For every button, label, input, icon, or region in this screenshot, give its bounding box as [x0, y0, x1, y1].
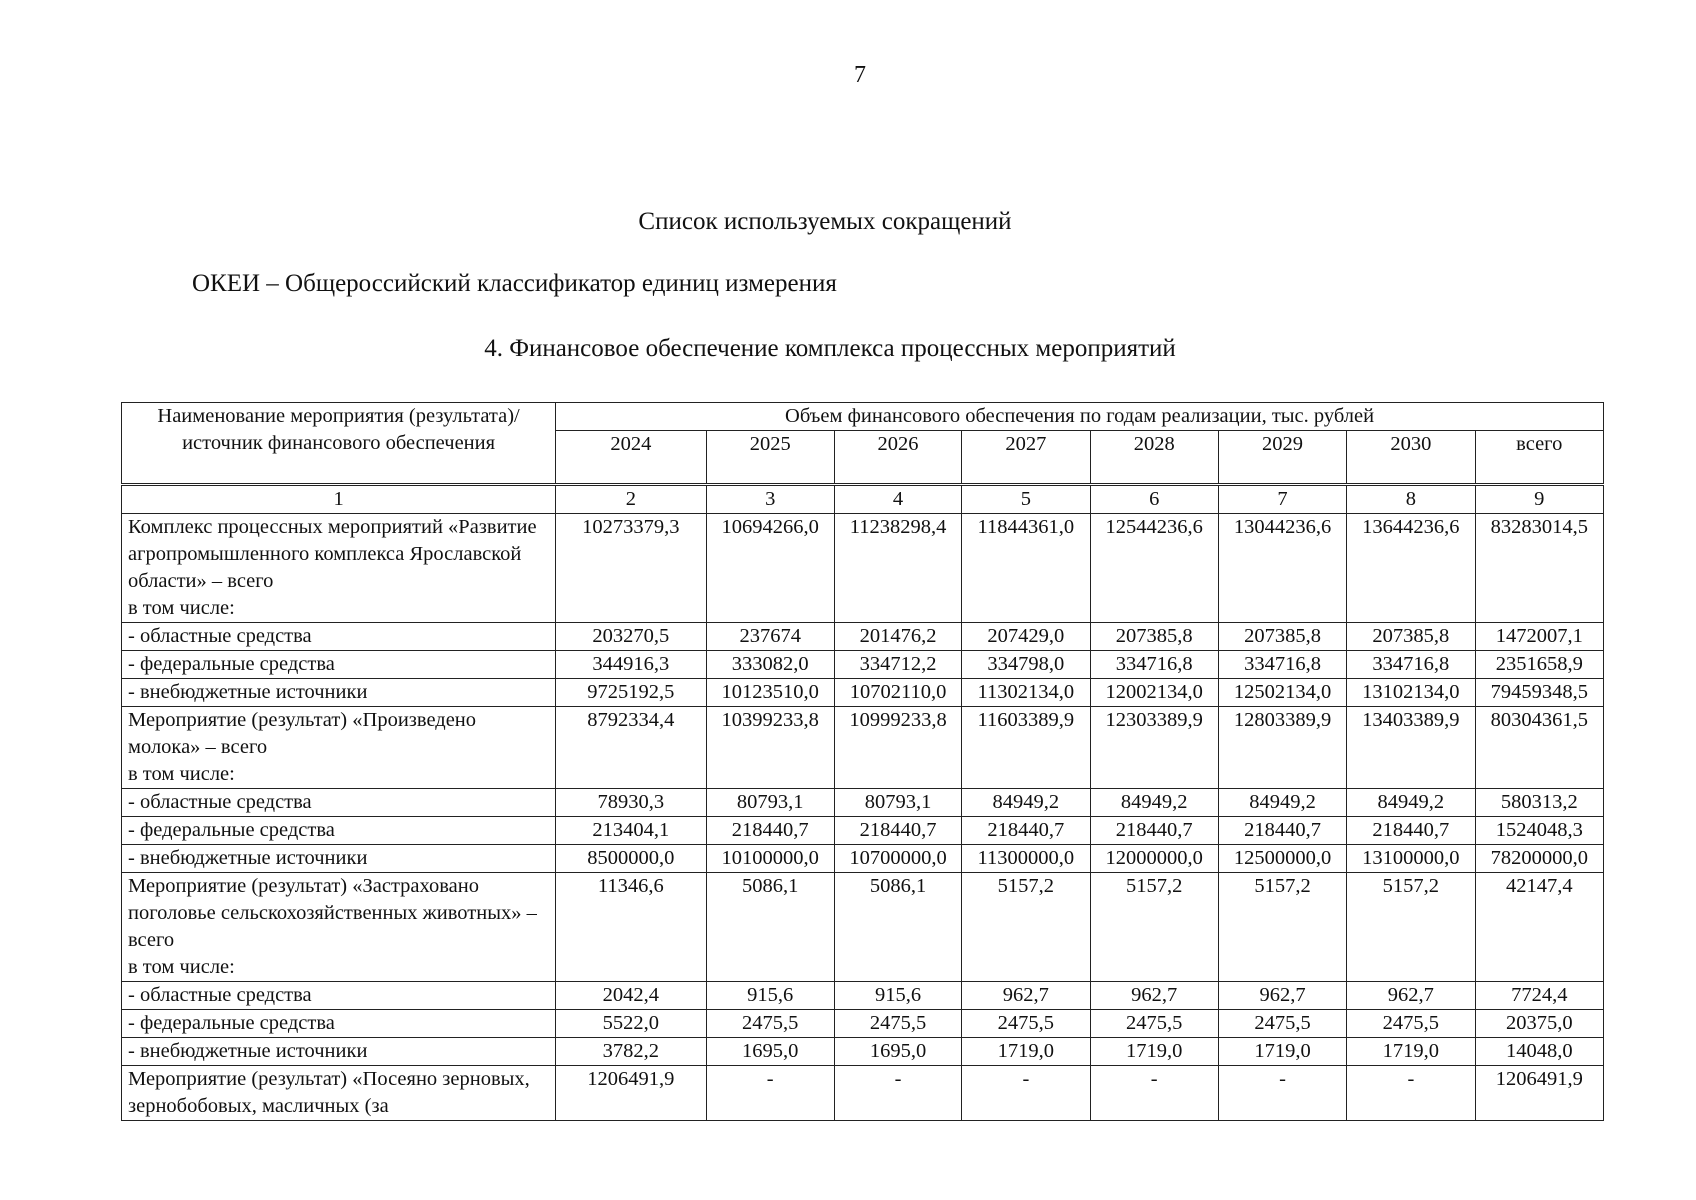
value-cell: 344916,3	[556, 651, 706, 679]
value-cell: 1719,0	[1347, 1038, 1475, 1066]
value-cell: -	[1090, 1066, 1218, 1121]
value-cell: 84949,2	[1218, 789, 1346, 817]
row-name-text: - федеральные средства	[128, 1012, 335, 1034]
column-number: 5	[962, 485, 1090, 514]
value-cell: 962,7	[1218, 982, 1346, 1010]
financing-table	[121, 402, 1604, 1121]
row-name-text: - внебюджетные источники	[128, 1040, 368, 1062]
value-cell: 201476,2	[834, 623, 961, 651]
value-cell: -	[1218, 1066, 1346, 1121]
name-column-header: Наименование мероприятия (результата)/ источник финансового обеспечения	[122, 403, 556, 485]
value-cell: 11300000,0	[962, 845, 1090, 873]
value-cell: 915,6	[706, 982, 834, 1010]
value-cell: 84949,2	[962, 789, 1090, 817]
abbreviation-okei: ОКЕИ – Общероссийский классификатор единиц измерения	[192, 270, 837, 297]
column-number: 3	[706, 485, 834, 514]
value-cell: 218440,7	[834, 817, 961, 845]
value-cell: 213404,1	[556, 817, 706, 845]
value-cell: 1206491,9	[1475, 1066, 1603, 1121]
volume-header: Объем финансового обеспечения по годам реализации, тыс. рублей	[556, 403, 1604, 431]
row-name	[122, 845, 556, 873]
row-name	[122, 514, 556, 623]
value-cell: -	[834, 1066, 961, 1121]
table-row	[122, 845, 1604, 873]
column-number: 6	[1090, 485, 1218, 514]
row-name-text: - областные средства	[128, 984, 312, 1006]
year-header: 2025	[706, 431, 834, 485]
value-cell: 2475,5	[834, 1010, 961, 1038]
value-cell: 5157,2	[1347, 873, 1475, 982]
value-cell: 1719,0	[1090, 1038, 1218, 1066]
value-cell: 80793,1	[834, 789, 961, 817]
value-cell: 5157,2	[1090, 873, 1218, 982]
row-name-text: Мероприятие (результат) «Произведено молока» – всего	[128, 709, 477, 758]
page-number: 7	[854, 62, 866, 88]
value-cell: 962,7	[1090, 982, 1218, 1010]
column-number: 7	[1218, 485, 1346, 514]
value-cell: 11603389,9	[962, 707, 1090, 789]
table-row	[122, 1038, 1604, 1066]
row-name	[122, 982, 556, 1010]
row-name	[122, 817, 556, 845]
value-cell: 10100000,0	[706, 845, 834, 873]
value-cell: 83283014,5	[1475, 514, 1603, 623]
value-cell: 2475,5	[962, 1010, 1090, 1038]
value-cell: 80304361,5	[1475, 707, 1603, 789]
section-title: 4. Финансовое обеспечение комплекса процессных мероприятий	[484, 335, 1176, 362]
row-name	[122, 707, 556, 789]
column-number: 4	[834, 485, 961, 514]
value-cell: 207385,8	[1347, 623, 1475, 651]
row-name-text: - внебюджетные источники	[128, 681, 368, 703]
value-cell: 5522,0	[556, 1010, 706, 1038]
value-cell: 10999233,8	[834, 707, 961, 789]
row-sub-label: в том числе:	[128, 763, 235, 785]
year-header: 2030	[1347, 431, 1475, 485]
value-cell: 12500000,0	[1218, 845, 1346, 873]
value-cell: 334798,0	[962, 651, 1090, 679]
table-row	[122, 1010, 1604, 1038]
value-cell: 78200000,0	[1475, 845, 1603, 873]
value-cell: 2475,5	[1090, 1010, 1218, 1038]
row-name-text: - областные средства	[128, 791, 312, 813]
value-cell: 14048,0	[1475, 1038, 1603, 1066]
value-cell: 84949,2	[1090, 789, 1218, 817]
row-name	[122, 873, 556, 982]
value-cell: 42147,4	[1475, 873, 1603, 982]
value-cell: 2475,5	[1218, 1010, 1346, 1038]
value-cell: 334712,2	[834, 651, 961, 679]
row-sub-label: в том числе:	[128, 597, 235, 619]
value-cell: 11346,6	[556, 873, 706, 982]
value-cell: 80793,1	[706, 789, 834, 817]
value-cell: 207429,0	[962, 623, 1090, 651]
row-name	[122, 623, 556, 651]
row-name-text: - областные средства	[128, 625, 312, 647]
year-header: 2024	[556, 431, 706, 485]
value-cell: -	[706, 1066, 834, 1121]
table-row	[122, 623, 1604, 651]
value-cell: 2042,4	[556, 982, 706, 1010]
value-cell: 1472007,1	[1475, 623, 1603, 651]
year-header: 2029	[1218, 431, 1346, 485]
value-cell: 237674	[706, 623, 834, 651]
value-cell: 84949,2	[1347, 789, 1475, 817]
value-cell: 334716,8	[1347, 651, 1475, 679]
value-cell: -	[962, 1066, 1090, 1121]
table-row	[122, 514, 1604, 623]
row-sub-label: в том числе:	[128, 956, 235, 978]
row-name-text: Комплекс процессных мероприятий «Развитие агропромышленного комплекса Ярославской области» – всего	[128, 516, 537, 592]
value-cell: 13102134,0	[1347, 679, 1475, 707]
row-name	[122, 789, 556, 817]
value-cell: 10123510,0	[706, 679, 834, 707]
value-cell: 334716,8	[1090, 651, 1218, 679]
year-header: всего	[1475, 431, 1603, 485]
value-cell: 962,7	[962, 982, 1090, 1010]
value-cell: 5157,2	[962, 873, 1090, 982]
value-cell: 8500000,0	[556, 845, 706, 873]
row-name	[122, 679, 556, 707]
header-row	[122, 403, 1604, 431]
table-row	[122, 873, 1604, 982]
value-cell: 12502134,0	[1218, 679, 1346, 707]
value-cell: 207385,8	[1090, 623, 1218, 651]
table-row	[122, 982, 1604, 1010]
value-cell: 218440,7	[706, 817, 834, 845]
value-cell: 10702110,0	[834, 679, 961, 707]
value-cell: 333082,0	[706, 651, 834, 679]
value-cell: 8792334,4	[556, 707, 706, 789]
value-cell: 218440,7	[1218, 817, 1346, 845]
column-numbers-row	[122, 485, 1604, 514]
value-cell: 10700000,0	[834, 845, 961, 873]
column-number: 1	[122, 485, 556, 514]
value-cell: 2475,5	[706, 1010, 834, 1038]
table-row	[122, 789, 1604, 817]
value-cell: 915,6	[834, 982, 961, 1010]
row-name	[122, 651, 556, 679]
value-cell: 218440,7	[1347, 817, 1475, 845]
value-cell: 1695,0	[706, 1038, 834, 1066]
row-name	[122, 1038, 556, 1066]
value-cell: 12002134,0	[1090, 679, 1218, 707]
value-cell: 7724,4	[1475, 982, 1603, 1010]
value-cell: 203270,5	[556, 623, 706, 651]
value-cell: 11844361,0	[962, 514, 1090, 623]
value-cell: 9725192,5	[556, 679, 706, 707]
year-header: 2027	[962, 431, 1090, 485]
value-cell: 12000000,0	[1090, 845, 1218, 873]
table-row	[122, 651, 1604, 679]
year-header: 2028	[1090, 431, 1218, 485]
table-row	[122, 679, 1604, 707]
row-name	[122, 1010, 556, 1038]
value-cell: 78930,3	[556, 789, 706, 817]
value-cell: -	[1347, 1066, 1475, 1121]
value-cell: 5086,1	[706, 873, 834, 982]
value-cell: 10273379,3	[556, 514, 706, 623]
value-cell: 207385,8	[1218, 623, 1346, 651]
row-name-text: - внебюджетные источники	[128, 847, 368, 869]
value-cell: 10694266,0	[706, 514, 834, 623]
row-name-text: Мероприятие (результат) «Посеяно зерновых, зернобобовых, масличных (за	[128, 1068, 530, 1117]
row-name-text: - федеральные средства	[128, 653, 335, 675]
value-cell: 12803389,9	[1218, 707, 1346, 789]
row-name-text: Мероприятие (результат) «Застраховано поголовье сельскохозяйственных животных» – всего	[128, 875, 537, 951]
value-cell: 5086,1	[834, 873, 961, 982]
value-cell: 1206491,9	[556, 1066, 706, 1121]
value-cell: 5157,2	[1218, 873, 1346, 982]
row-name-text: - федеральные средства	[128, 819, 335, 841]
value-cell: 2351658,9	[1475, 651, 1603, 679]
value-cell: 3782,2	[556, 1038, 706, 1066]
row-name	[122, 1066, 556, 1121]
value-cell: 79459348,5	[1475, 679, 1603, 707]
value-cell: 11238298,4	[834, 514, 961, 623]
value-cell: 1695,0	[834, 1038, 961, 1066]
table-row	[122, 1066, 1604, 1121]
value-cell: 962,7	[1347, 982, 1475, 1010]
column-number: 8	[1347, 485, 1475, 514]
value-cell: 334716,8	[1218, 651, 1346, 679]
value-cell: 12303389,9	[1090, 707, 1218, 789]
value-cell: 13403389,9	[1347, 707, 1475, 789]
value-cell: 2475,5	[1347, 1010, 1475, 1038]
value-cell: 1524048,3	[1475, 817, 1603, 845]
table-row	[122, 707, 1604, 789]
value-cell: 11302134,0	[962, 679, 1090, 707]
table-row	[122, 817, 1604, 845]
value-cell: 1719,0	[1218, 1038, 1346, 1066]
value-cell: 20375,0	[1475, 1010, 1603, 1038]
value-cell: 12544236,6	[1090, 514, 1218, 623]
value-cell: 580313,2	[1475, 789, 1603, 817]
year-header: 2026	[834, 431, 961, 485]
column-number: 2	[556, 485, 706, 514]
value-cell: 13100000,0	[1347, 845, 1475, 873]
value-cell: 13644236,6	[1347, 514, 1475, 623]
value-cell: 218440,7	[1090, 817, 1218, 845]
value-cell: 218440,7	[962, 817, 1090, 845]
abbreviations-title: Список используемых сокращений	[638, 208, 1012, 235]
value-cell: 10399233,8	[706, 707, 834, 789]
column-number: 9	[1475, 485, 1603, 514]
value-cell: 1719,0	[962, 1038, 1090, 1066]
value-cell: 13044236,6	[1218, 514, 1346, 623]
